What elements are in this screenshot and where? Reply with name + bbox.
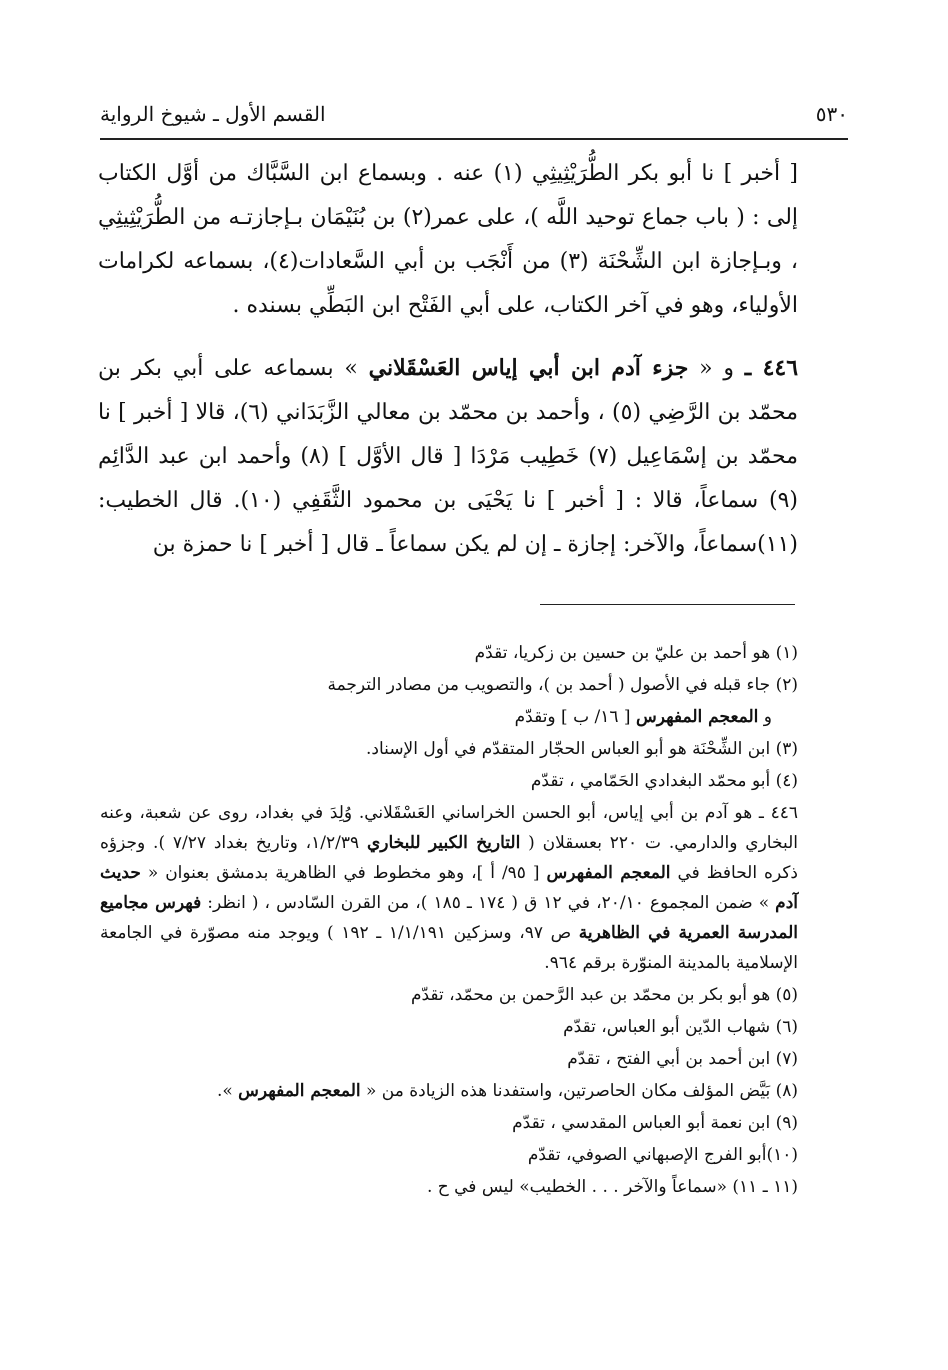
- section-title: القسم الأول ـ شيوخ الرواية: [100, 102, 326, 126]
- footnote-1: (١) هو أحمد بن عليّ بن حسين بن زكريا، تقدّم: [474, 643, 798, 663]
- page-header: [100, 92, 848, 136]
- footnote-7: (٧) ابن أحمد بن أبي الفتح ، تقدّم: [567, 1049, 798, 1069]
- footnote-8-suffix: ».: [216, 1081, 233, 1101]
- entry-prefix: و «: [699, 356, 734, 381]
- footnotes: [100, 638, 798, 1204]
- footnote-446-bold-b: التاريخ الكبير للبخاري: [366, 833, 521, 853]
- footnote-8-bold-title: المعجم المفهرس: [238, 1081, 361, 1101]
- footnote-separator: [540, 604, 795, 605]
- footnote-2-continuation: [100, 702, 798, 732]
- paragraph-1: [ أخبر ] نا أبو بكر الطُّرَيْثِيثِي (١) عنه . وبسماع ابن السَّبَّاك من أوَّل الكتاب إلى : ( باب جماع توحيد اللَّه )، على عمر(٢) بن بُنَيْمَان بـإجازتـه من الطُّرَيْثِيثِي ، وبـإجازة ابن الشِّحْنَة (٣) من أَنْجَب بن أبي السَّعادات(٤)، بسماعه لكرامات الأولياء، وهو في آخر الكتاب، على أبي الفَتْح ابن البَطِّي بسنده .: [98, 161, 799, 318]
- footnote-446-bold-h: فهرس مجاميع المدرسة العمرية في الظاهرية: [100, 893, 798, 943]
- paragraph-446: [98, 346, 798, 567]
- footnote-10: (١٠)أبو الفرج الإصبهاني الصوفي، تقدّم: [527, 1145, 798, 1165]
- footnote-446-part-e: [ ٩٥/ أ ]، وهو مخطوط في الظاهرية بدمشق بعنوان «: [147, 863, 540, 883]
- entry-number: ٤٤٦ ـ: [744, 355, 799, 381]
- footnote-446-bold-d: المعجم المفهرس: [546, 863, 671, 883]
- entry-title: جزء آدم ابن أبي إياس العَسْقَلاني: [368, 355, 689, 381]
- footnote-446-part-i: ص ٩٧، وسزكين ١/١/١٩١ ـ ١٩٢ ) ويوجد منه مصوّرة في الجامعة الإسلامية بالمدينة المنوّرة برقم ٩٦٤.: [100, 923, 798, 973]
- footnote-6: (٦) شهاب الدّين أبو العباس، تقدّم: [563, 1017, 798, 1037]
- footnote-5: (٥) هو أبو بكر بن محمّد بن عبد الرَّحمن بن محمّد، تقدّم: [410, 985, 798, 1005]
- footnote-2-prefix: و: [763, 707, 772, 727]
- main-text: [98, 152, 798, 567]
- footnote-446-bold-f: حديث آدم: [100, 863, 798, 913]
- footnote-8: [100, 1076, 798, 1106]
- footnote-2-suffix: [ ١٦/ ب ] وتقدّم: [514, 707, 631, 727]
- footnote-446-part-a: ٤٤٦ ـ هو آدم بن أبي إياس، أبو الحسن الخراساني العَسْقَلاني. وُلِدَ في بغداد، روى عن شعبة، وعنه البخاري والدارمي. ت ٢٢٠ بعسقلان (: [100, 803, 798, 853]
- entry-body: » بسماعه على أبي بكر بن محمّد بن الرَّضِي (٥) ، وأحمد بن محمّد بن معالي الزَّبَدَاني (٦)، قالا [ أخبر ] نا محمّد بن إسْمَاعِيل (٧) خَطِيب مَرْدَا [ قال الأوَّل ] (٨) وأحمد ابن عبد الدَّائِم (٩) سماعاً، قالا : [ أخبر ] نا يَحْيَى بن محمود الثَّقَفِي (١٠). قال الخطيب: (١١)سماعاً، والآخر: إجازة ـ إن لم يكن سماعاً ـ قال [ أخبر ] نا حمزة بن: [98, 356, 798, 557]
- footnote-446-part-g: » ضمن المجموع ٢٠/١٠، في ١٢ ق ( ١٧٤ ـ ١٨٥ )، من القرن السّادس ، ( انظر:: [207, 893, 770, 913]
- footnote-8-prefix: (٨) بَيَّض المؤلف مكان الحاصرتين، واستفدنا هذه الزيادة من «: [366, 1081, 798, 1101]
- footnote-446: [100, 798, 798, 978]
- footnote-2: (٢) جاء قبله في الأصول ( أحمد بن )، والتصويب من مصادر الترجمة: [327, 675, 798, 695]
- footnote-9: (٩) ابن نعمة أبو العباس المقدسي ، تقدّم: [512, 1113, 798, 1133]
- header-rule: [100, 138, 848, 140]
- footnote-446-part-c: ١/٢/٣٩، وتاريخ بغداد ٧/٢٧ ). وجزؤه ذكره الحافظ في: [100, 833, 799, 883]
- footnote-4: (٤) أبو محمّد البغدادي الحَمّامي ، تقدّم: [530, 771, 798, 791]
- footnote-2-bold-title: المعجم المفهرس: [635, 707, 759, 727]
- footnote-3: (٣) ابن الشِّحْنَة هو أبو العباس الحجّار المتقدّم في أول الإسناد.: [366, 739, 798, 759]
- footnote-11: (١١ ـ ١١) «سماعاً والآخر . . . الخطيب» ليس في ح .: [426, 1177, 798, 1197]
- page-number: ٥٣٠: [815, 102, 848, 126]
